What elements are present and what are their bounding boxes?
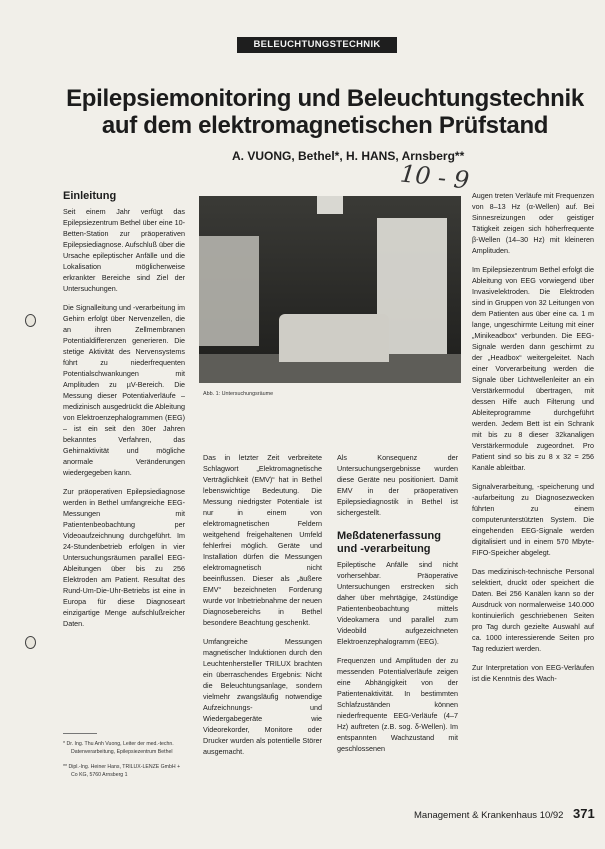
footnote-2: ** Dipl.-Ing. Heiner Hans, TRILUX-LENZE GmbH + Co KG, 5760 Arnsberg 1 [63,764,181,778]
paragraph: Frequenzen und Amplituden der zu messenden Potentialverläufe zeigen eine Abhängigkeit von der Patientenaktivität. In bestimmten Schlafzuständen können niederfrequente EEG-Verläufe (4–7 Hz) auftreten (z.B. sog. δ-Wellen). Im entspannten Wachzustand mit geschlossenen [337,656,458,753]
column-1 [63,190,185,637]
punch-hole-icon [25,314,36,327]
photo-window [199,236,259,346]
punch-hole-icon [25,636,36,649]
paragraph: Als Konsequenz der Untersuchungsergebnisse wurden diese Geräte neu positioniert. Damit EMV in der präoperativen Epilepsiediagnostik in Bethel ist sichergestellt. [337,453,458,517]
column-2 [203,452,322,765]
footnote-1: * Dr. Ing. Thu Anh Vuong, Leiter der med.-techn. Datenverarbeitung, Epilepsiezentrum Bethel [63,741,174,755]
paragraph: Seit einem Jahr verfügt das Epilepsiezentrum Bethel über eine 10-Betten-Station zur präoperativen Epilepsiediagnose. Aufschluß über die Ursache epileptischer Anfälle und die Lokalisation möglicherweise erkrankter Bereiche sind Ziel der Untersuchungen. [63,207,185,293]
authors-line: A. VUONG, Bethel*, H. HANS, Arnsberg** [232,149,465,163]
paragraph: Umfangreiche Messungen magnetischer Induktionen durch den Leuchtenhersteller TRILUX brachten ein überraschendes Ergebnis: Nicht die Beleuchtungsanlage, sondern vielmehr zwangsläufig notwendige Aufzeichnungs- und Wiedergabegeräte wie Videorekorder, Monitore oder Drucker wurden als potentielle Störer ausgemacht. [203,637,322,756]
column-4 [472,190,594,692]
photo-lamp [317,196,343,214]
paragraph: Augen treten Verläufe mit Frequenzen von 8–13 Hz (α-Wellen) auf. Bei Sinnesreizungen oder geistiger Tätigkeit zeigen sich höherfrequente β-Wellen (14–30 Hz) mit kleineren Amplituden. [472,191,594,255]
title-line-1: Epilepsiemonitoring und Beleuchtungstechnik [66,85,584,112]
column-3 [337,452,458,762]
paragraph: Das medizinisch-technische Personal selektiert, druckt oder speichert die Daten. Bei 256 Kanälen kann so der Ausdruck von normalerweise 140.000 kontinuierlich geschriebenen Seiten pro Tag durch gezielte Auswahl auf ca. 1000 interessierende Seiten pro Tag reduziert werden. [472,567,594,653]
journal-footer: Management & Krankenhaus 10/92 [414,810,564,821]
footnotes [63,740,185,786]
figure-photo [199,196,461,383]
handwritten-note: 10 - 9 [398,159,471,195]
figure-caption: Abb. 1: Untersuchungsräume [203,391,274,397]
section-heading-einleitung: Einleitung [63,190,117,202]
footnote-divider [63,733,97,734]
article-title [40,85,605,139]
paragraph: Epileptische Anfälle sind nicht vorhersehbar. Präoperative Untersuchungen erstrecken sich daher über mehrtägige, 24stündige Patientenbeobachtung mittels Videokamera und parallel zum Videobild aufgezeichneten Elektroenzephalogramm (EEG). [337,560,458,646]
photo-bed [279,314,389,362]
page-number: 371 [573,806,595,821]
paragraph: Die Signalleitung und -verarbeitung im Gehirn erfolgt über Nervenzellen, die an ihren Zellmembranen Potentialdifferenzen generieren. Die stetige Aktivität des Nervensystems führt zu niederfrequenten Potentialschwankungen mit Amplituden zu µV-Bereich. Die Messung dieser Potentialverläufe – medizinisch ausgedrückt die Ableitung von Elektroenzephalogrammen (EEG) – ist ein seit den 30er Jahren bekanntes Verfahren, das Gehirnaktivität und mögliche anormale Veränderungen wiedergegeben kann. [63,303,185,477]
paragraph: Das in letzter Zeit verbreitete Schlagwort „Elektromagnetische Verträglichkeit (EMV)“ hat in Bethel lebenswichtige Bedeutung. Die Messung niedrigster Potentiale ist nur in einem von elektromagnetischen Feldern weitgehend freigehaltenen Umfeld fehlerfrei möglich. Geräte und Installation dürfen die Messungen elektromagnetisch nicht beeinflussen. Dieser als „äußere EMV“ bezeichneten Forderung wurde vor Inbetriebnahme der neuen Diagnosebereichs in Bethel besondere Beachtung geschenkt. [203,453,322,627]
paragraph: Zur Interpretation von EEG-Verläufen ist die Kenntnis des Wach- [472,663,594,683]
paragraph: Zur präoperativen Epilepsiediagnose werden in Bethel umfangreiche EEG-Messungen mit Patientenbeobachtung per Videoaufzeichnung durchgeführt. Im 24-Stundenbetrieb erfolgen in vier Untersuchungsräumen parallel EEG-Ableitungen über bis zu 256 Elektroden am Patient. Resultat des Rund-Um-Die-Uhr-Betriebs ist eine in Europa für diese Diagnoseart einzigartige Menge aufschlußreicher Daten. [63,487,185,628]
section-banner: BELEUCHTUNGSTECHNIK [237,37,397,53]
paragraph: Im Epilepsiezentrum Bethel erfolgt die Ableitung von EEG vorwiegend über Invasivelektroden. Die Elektroden sind in Gruppen von 32 Leitungen von dem Patienten aus über eine ca. 1 m lange, ungeschirmte Leitung mit einer „Minikeadbox“ verbunden. Die EEG-Signale werden dann geschirmt zu der „Headbox“ weitergeleitet. Nach einer Vorverarbeitung werden die Signale über Lichtwellenleiter an ein Verstärkermodul übertragen, mit dessen Hilfe auch Filterung und Ableiteprogramme durchgeführt werden. Jedem Bett ist ein Schrank mit bis zu 8 dieser 32kanaligen Verstärkermodule zugeordnet. Pro Patient sind so bis zu 8 x 32 = 256 Kanäle ableitbar. [472,265,594,472]
paragraph: Signalverarbeitung, -speicherung und -aufarbeitung zu Diagnosezwecken führten zu einem computerunterstützten System. Die eingehenden EEG-Signale werden digitalisiert und in einem 570 Mbyte-FIFO-Speicher abgelegt. [472,482,594,557]
section-heading-messdaten: Meßdatenerfassung und -verarbeitung [337,530,441,555]
title-line-2: auf dem elektromagnetischen Prüfstand [101,112,549,139]
